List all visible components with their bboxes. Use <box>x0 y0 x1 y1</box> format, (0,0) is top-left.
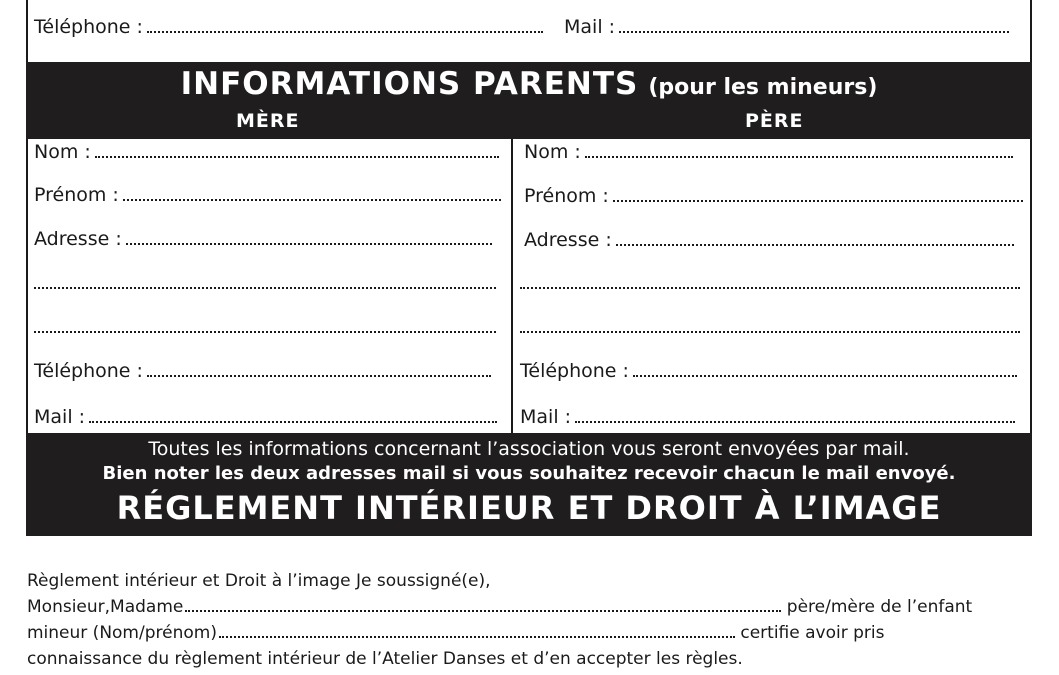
father-adresse-field[interactable] <box>524 229 1014 251</box>
father-adresse-label: Adresse : <box>524 229 612 251</box>
mother-mail-label: Mail : <box>34 406 86 428</box>
mother-adresse-label: Adresse : <box>34 228 122 250</box>
father-adresse-line-2[interactable] <box>520 272 1020 294</box>
mother-mail-line <box>89 421 497 423</box>
parents-subtitle: (pour les mineurs) <box>648 75 878 100</box>
father-nom-field[interactable] <box>524 141 1013 163</box>
father-nom-line <box>585 156 1013 158</box>
mother-adresse-line-2[interactable] <box>34 272 496 294</box>
rules-title: RÉGLEMENT INTÉRIEUR ET DROIT À L’IMAGE <box>116 489 942 527</box>
guardian-label: Monsieur,Madame <box>27 597 184 617</box>
mother-prenom-label: Prénom : <box>34 184 119 206</box>
parents-header <box>26 62 1032 139</box>
consent-line-3 <box>27 620 1027 646</box>
mother-nom-label: Nom : <box>34 141 91 163</box>
consent-line-1: Règlement intérieur et Droit à l’image Je soussigné(e), <box>27 571 491 591</box>
guardian-name-line[interactable] <box>185 610 781 612</box>
father-adresse-line-3-dots <box>520 331 1020 333</box>
mother-nom-field[interactable] <box>34 141 499 163</box>
mother-adresse-field[interactable] <box>34 228 492 250</box>
father-prenom-line <box>613 200 1023 202</box>
telephone-label: Téléphone : <box>34 16 143 38</box>
consent-line-4: connaissance du règlement intérieur de l’Atelier Danses et d’en accepter les règles. <box>27 649 743 669</box>
mail-notice-bold: Bien noter les deux adresses mail si vous souhaitez recevoir chacun le mail envoyé. <box>102 463 956 484</box>
mail-label: Mail : <box>564 16 616 38</box>
parents-title <box>26 66 1032 102</box>
telephone-dotted-line <box>147 31 543 33</box>
telephone-field[interactable] <box>34 16 543 38</box>
parents-grid <box>26 139 1032 433</box>
mother-adresse-line-3-dots <box>34 331 496 333</box>
father-mail-line <box>575 421 1015 423</box>
mother-heading: MÈRE <box>236 110 300 132</box>
father-adresse-line <box>616 244 1014 246</box>
contact-row <box>26 0 1032 62</box>
mother-mail-field[interactable] <box>34 406 497 428</box>
consent-line-2 <box>27 594 1027 620</box>
mother-nom-line <box>95 156 499 158</box>
father-mail-field[interactable] <box>520 406 1015 428</box>
father-heading: PÈRE <box>745 110 804 132</box>
father-telephone-field[interactable] <box>520 360 1017 382</box>
father-nom-label: Nom : <box>524 141 581 163</box>
father-telephone-line <box>633 375 1017 377</box>
father-prenom-label: Prénom : <box>524 185 609 207</box>
mother-prenom-line <box>123 199 501 201</box>
mother-telephone-field[interactable] <box>34 360 491 382</box>
mail-dotted-line <box>619 31 1009 33</box>
mother-telephone-label: Téléphone : <box>34 360 143 382</box>
guardian-relation-text: père/mère de l’enfant <box>786 597 973 617</box>
consent-paragraph <box>27 568 1027 672</box>
mother-telephone-line <box>147 375 491 377</box>
father-prenom-field[interactable] <box>524 185 1023 207</box>
column-divider <box>511 139 513 433</box>
mother-prenom-field[interactable] <box>34 184 501 206</box>
registration-form <box>26 0 1032 536</box>
mother-adresse-line <box>126 243 492 245</box>
parents-title-text: INFORMATIONS PARENTS <box>180 66 639 102</box>
mail-field[interactable] <box>564 16 1009 38</box>
certify-text: certifie avoir pris <box>740 623 885 643</box>
child-label: mineur (Nom/prénom) <box>27 623 217 643</box>
father-mail-label: Mail : <box>520 406 572 428</box>
father-adresse-line-2-dots <box>520 287 1020 289</box>
mail-notice: Toutes les informations concernant l’association vous seront envoyées par mail. <box>148 438 910 460</box>
father-telephone-label: Téléphone : <box>520 360 629 382</box>
mother-adresse-line-3[interactable] <box>34 316 496 338</box>
mother-adresse-line-2-dots <box>34 287 496 289</box>
child-name-line[interactable] <box>219 636 735 638</box>
info-footer <box>26 433 1032 536</box>
father-adresse-line-3[interactable] <box>520 316 1020 338</box>
